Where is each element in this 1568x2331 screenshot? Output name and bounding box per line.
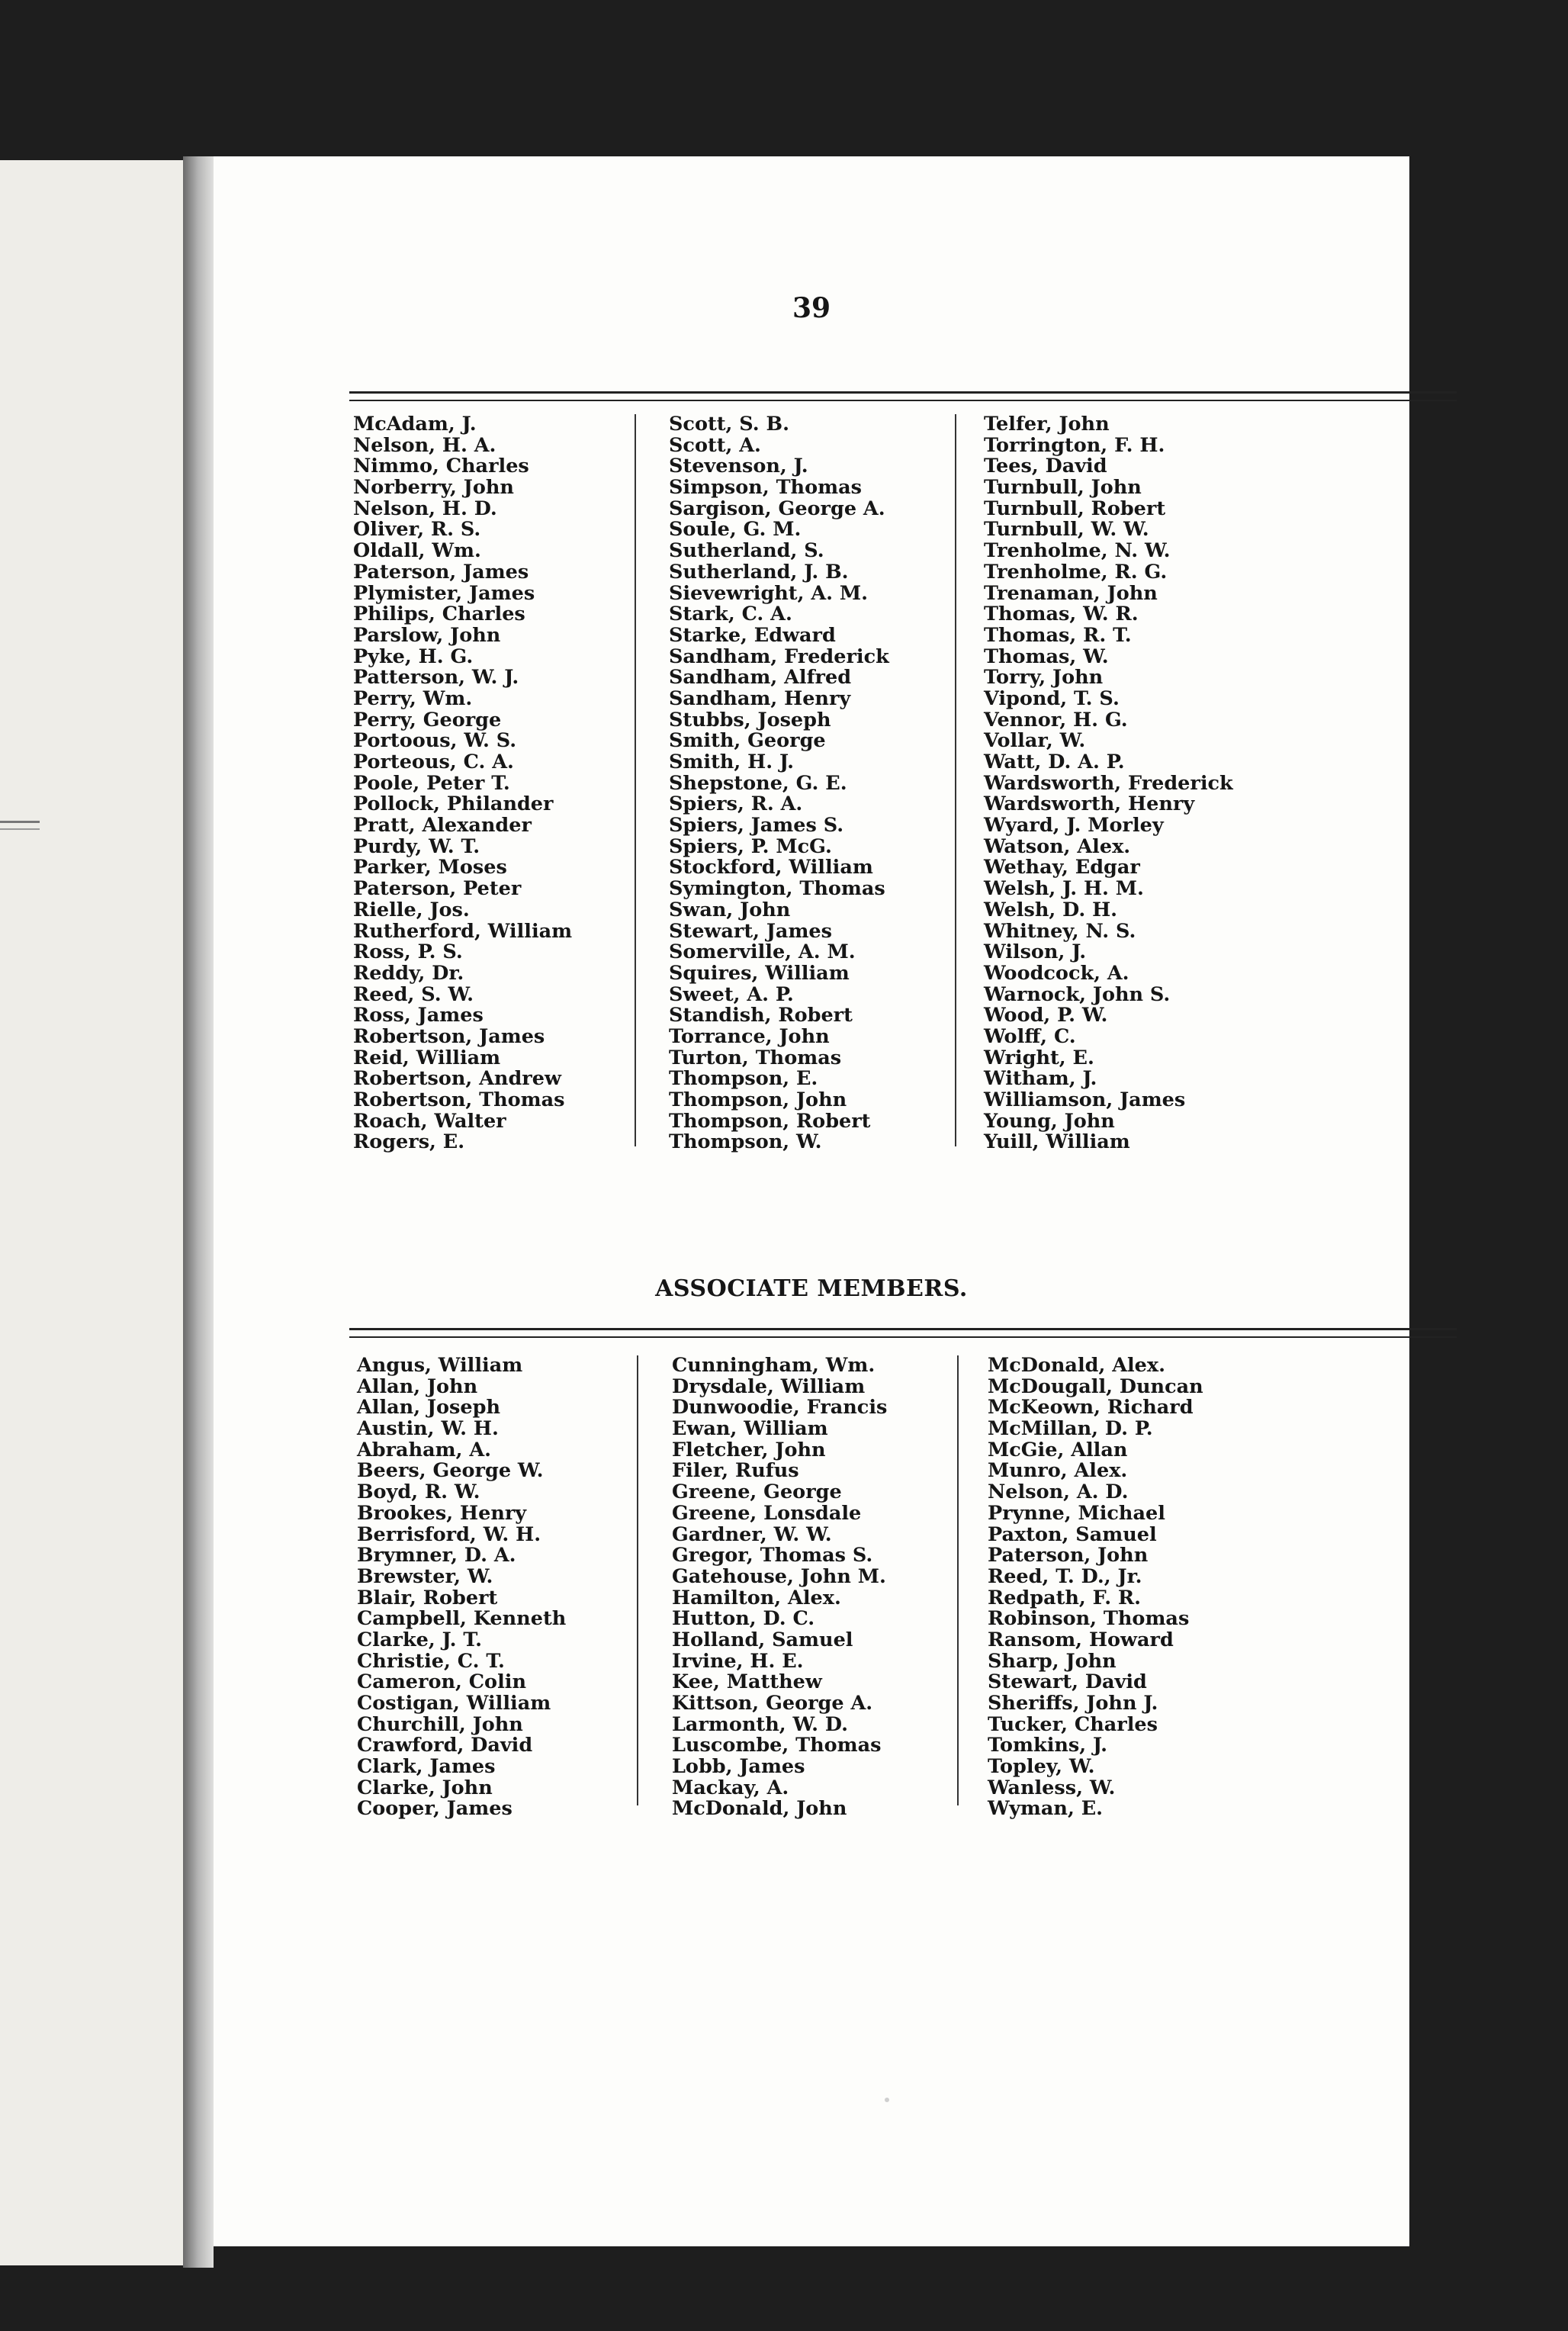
associate-column-3 [988,1355,1203,1820]
members-entry: Nelson, H. D. [353,497,497,520]
members-entry: Patterson, W. J. [353,666,519,690]
associate-entry: Boyd, R. W. [357,1481,480,1504]
members-entry: Soule, G. M. [669,518,802,542]
associate-entry: Larmonth, W. D. [672,1712,848,1736]
members-entry: Somerville, A. M. [669,940,856,964]
members-entry: Young, John [984,1109,1115,1133]
members-entry: Squires, William [669,961,850,985]
associate-entry: Reed, T. D., Jr. [988,1564,1142,1588]
associate-column-2 [672,1355,887,1820]
associate-entry: McGie, Allan [988,1438,1128,1461]
members-entry: Perry, Wm. [353,686,473,710]
members-entry: Symington, Thomas [669,877,885,901]
facing-page-rule [0,828,40,830]
members-entry: Yuill, William [984,1130,1130,1154]
members-entry: Witham, J. [984,1067,1097,1091]
associate-entry: Gregor, Thomas S. [672,1544,873,1567]
associate-entry: McDonald, Alex. [988,1354,1165,1377]
members-entry: Rutherford, William [353,919,573,943]
associate-entry: Brewster, W. [357,1564,493,1588]
members-entry: Woodcock, A. [984,961,1129,985]
facing-page-edge [0,160,183,2265]
members-entry: Pyke, H. G. [353,645,474,668]
members-entry: Torrance, John [669,1024,830,1048]
members-entry: Philips, Charles [353,603,525,626]
book-gutter [183,156,214,2268]
associate-entry: Allan, Joseph [357,1396,501,1419]
members-entry: Plymister, James [353,581,535,605]
members-entry: Nimmo, Charles [353,455,529,478]
associate-entry: Greene, Lonsdale [672,1501,862,1525]
associate-entry: Fletcher, John [672,1438,826,1461]
members-entry: Sandham, Frederick [669,645,889,668]
members-entry: Rogers, E. [353,1130,465,1154]
members-entry: Spiers, P. McG. [669,834,832,858]
associate-entry: Crawford, David [357,1734,533,1757]
associate-entry: Holland, Samuel [672,1628,853,1651]
associate-entry: Abraham, A. [357,1438,492,1461]
associate-entry: McMillan, D. P. [988,1417,1153,1441]
members-entry: Warnock, John S. [984,982,1171,1006]
members-entry: Thomas, W. [984,645,1109,668]
members-entry: Wright, E. [984,1046,1094,1069]
members-entry: Turnbull, W. W. [984,518,1149,542]
associate-entry: Sheriffs, John J. [988,1692,1158,1715]
associate-entry: Clark, James [357,1755,496,1779]
associate-rule [349,1328,1457,1330]
members-entry: Smith, George [669,729,826,753]
members-column-2 [669,414,889,1153]
associate-entry: Redpath, F. R. [988,1586,1142,1609]
associate-entry: Gatehouse, John M. [672,1564,886,1588]
members-entry: Sievewright, A. M. [669,581,868,605]
members-entry: Poole, Peter T. [353,771,510,795]
members-entry: Torrington, F. H. [984,433,1165,457]
members-entry: Reed, S. W. [353,982,474,1006]
associate-entry: Prynne, Michael [988,1501,1165,1525]
members-entry: Thomas, R. T. [984,623,1132,647]
associate-entry: Kittson, George A. [672,1692,873,1715]
members-entry: Wood, P. W. [984,1004,1108,1027]
members-entry: Torry, John [984,666,1104,690]
associate-entry: Nelson, A. D. [988,1481,1129,1504]
paper-speck [885,2098,889,2102]
associate-entry: Tucker, Charles [988,1712,1158,1736]
members-entry: Sutherland, S. [669,539,824,563]
members-entry: McAdam, J. [353,413,477,436]
members-entry: Thompson, Robert [669,1109,871,1133]
facing-page-rule [0,821,40,823]
members-entry: Turnbull, John [984,476,1142,500]
members-entry: Welsh, D. H. [984,898,1118,921]
associate-entry: Cooper, James [357,1797,512,1821]
associate-entry: Paxton, Samuel [988,1522,1157,1546]
members-entry: Sutherland, J. B. [669,560,849,584]
associate-entry: McDougall, Duncan [988,1374,1203,1398]
members-entry: Ross, James [353,1004,484,1027]
members-entry: Reddy, Dr. [353,961,464,985]
column-divider [635,414,636,1146]
members-entry: Watt, D. A. P. [984,751,1125,773]
members-entry: Stockford, William [669,856,873,879]
associate-entry: Angus, William [357,1354,523,1377]
members-entry: Stubbs, Joseph [669,708,831,731]
associate-entry: Costigan, William [357,1692,551,1715]
associate-entry: Allan, John [357,1374,478,1398]
members-entry: Pollock, Philander [353,793,554,816]
members-entry: Oldall, Wm. [353,539,481,563]
column-divider [637,1355,638,1805]
associate-entry: Brookes, Henry [357,1501,527,1525]
associate-entry: Filer, Rufus [672,1459,799,1483]
members-entry: Smith, H. J. [669,751,794,773]
associate-entry: Luscombe, Thomas [672,1734,882,1757]
associate-entry: Kee, Matthew [672,1670,822,1694]
members-entry: Pratt, Alexander [353,814,532,838]
members-entry: Sweet, A. P. [669,982,794,1006]
associate-entry: Lobb, James [672,1755,805,1779]
associate-entry: McDonald, John [672,1797,847,1821]
associate-entry: Beers, George W. [357,1459,544,1483]
members-entry: Welsh, J. H. M. [984,877,1144,901]
associate-entry: Ewan, William [672,1417,828,1441]
members-entry: Whitney, N. S. [984,919,1136,943]
associate-rule [349,1336,1457,1338]
members-entry: Sandham, Henry [669,686,851,710]
members-entry: Sargison, George A. [669,497,885,520]
associate-entry: Ransom, Howard [988,1628,1174,1651]
associate-members-heading: ASSOCIATE MEMBERS. [655,1275,968,1302]
members-entry: Parker, Moses [353,856,507,879]
associate-entry: Hamilton, Alex. [672,1586,841,1609]
members-entry: Perry, George [353,708,502,731]
top-rule [349,400,1457,401]
members-entry: Roach, Walter [353,1109,506,1133]
members-entry: Vollar, W. [984,729,1086,753]
associate-entry: Munro, Alex. [988,1459,1128,1483]
members-entry: Tees, David [984,455,1107,478]
members-entry: Scott, S. B. [669,413,789,436]
members-entry: Thompson, E. [669,1067,818,1091]
members-entry: Thompson, W. [669,1130,822,1154]
members-entry: Nelson, H. A. [353,433,496,457]
members-entry: Turton, Thomas [669,1046,842,1069]
associate-entry: Irvine, H. E. [672,1649,804,1673]
associate-entry: Dunwoodie, Francis [672,1396,888,1419]
associate-entry: Drysdale, William [672,1374,866,1398]
members-entry: Swan, John [669,898,791,921]
associate-entry: Hutton, D. C. [672,1607,815,1631]
members-entry: Wolff, C. [984,1024,1076,1048]
members-entry: Wardsworth, Frederick [984,771,1233,795]
members-entry: Watson, Alex. [984,834,1131,858]
members-entry: Oliver, R. S. [353,518,481,542]
associate-entry: Wyman, E. [988,1797,1104,1821]
members-entry: Standish, Robert [669,1004,853,1027]
members-entry: Vipond, T. S. [984,686,1120,710]
column-divider [957,1355,959,1805]
associate-entry: Gardner, W. W. [672,1522,832,1546]
members-entry: Parslow, John [353,623,501,647]
associate-entry: Cameron, Colin [357,1670,526,1694]
members-entry: Porteous, C. A. [353,751,514,773]
members-column-1 [353,414,572,1153]
associate-entry: Clarke, John [357,1776,493,1799]
associate-entry: Stewart, David [988,1670,1147,1694]
members-entry: Telfer, John [984,413,1110,436]
document-page [214,156,1409,2246]
associate-entry: Blair, Robert [357,1586,498,1609]
associate-entry: Austin, W. H. [357,1417,499,1441]
associate-entry: Paterson, John [988,1544,1149,1567]
associate-entry: Tomkins, J. [988,1734,1108,1757]
members-entry: Stark, C. A. [669,603,792,626]
members-entry: Robertson, Thomas [353,1088,565,1111]
page-number: 39 [792,292,831,324]
associate-column-1 [357,1355,566,1820]
members-entry: Vennor, H. G. [984,708,1128,731]
members-entry: Turnbull, Robert [984,497,1166,520]
associate-entry: Topley, W. [988,1755,1095,1779]
members-entry: Wardsworth, Henry [984,793,1195,816]
associate-entry: Greene, George [672,1481,842,1504]
members-entry: Stevenson, J. [669,455,808,478]
members-entry: Sandham, Alfred [669,666,852,690]
members-column-3 [984,414,1233,1153]
column-divider [955,414,956,1146]
members-entry: Trenholme, N. W. [984,539,1171,563]
associate-entry: Cunningham, Wm. [672,1354,876,1377]
top-rule [349,391,1457,394]
associate-entry: Brymner, D. A. [357,1544,516,1567]
members-entry: Paterson, James [353,560,529,584]
members-entry: Robertson, Andrew [353,1067,561,1091]
associate-entry: Robinson, Thomas [988,1607,1190,1631]
associate-entry: Christie, C. T. [357,1649,505,1673]
members-entry: Portoous, W. S. [353,729,517,753]
members-entry: Robertson, James [353,1024,545,1048]
associate-entry: Churchill, John [357,1712,523,1736]
members-entry: Trenholme, R. G. [984,560,1168,584]
associate-entry: Wanless, W. [988,1776,1116,1799]
members-entry: Paterson, Peter [353,877,522,901]
members-entry: Ross, P. S. [353,940,463,964]
members-entry: Shepstone, G. E. [669,771,847,795]
associate-entry: Sharp, John [988,1649,1117,1673]
members-entry: Williamson, James [984,1088,1186,1111]
associate-entry: McKeown, Richard [988,1396,1194,1419]
members-entry: Simpson, Thomas [669,476,862,500]
members-entry: Wyard, J. Morley [984,814,1164,838]
members-entry: Reid, William [353,1046,501,1069]
members-entry: Rielle, Jos. [353,898,470,921]
members-entry: Starke, Edward [669,623,836,647]
members-entry: Norberry, John [353,476,514,500]
members-entry: Purdy, W. T. [353,834,480,858]
members-entry: Trenaman, John [984,581,1158,605]
associate-entry: Mackay, A. [672,1776,789,1799]
members-entry: Scott, A. [669,433,761,457]
members-entry: Thomas, W. R. [984,603,1139,626]
associate-entry: Berrisford, W. H. [357,1522,541,1546]
members-entry: Spiers, R. A. [669,793,803,816]
members-entry: Stewart, James [669,919,833,943]
members-entry: Spiers, James S. [669,814,844,838]
associate-entry: Campbell, Kenneth [357,1607,567,1631]
members-entry: Wethay, Edgar [984,856,1140,879]
associate-entry: Clarke, J. T. [357,1628,482,1651]
members-entry: Thompson, John [669,1088,847,1111]
members-entry: Wilson, J. [984,940,1087,964]
